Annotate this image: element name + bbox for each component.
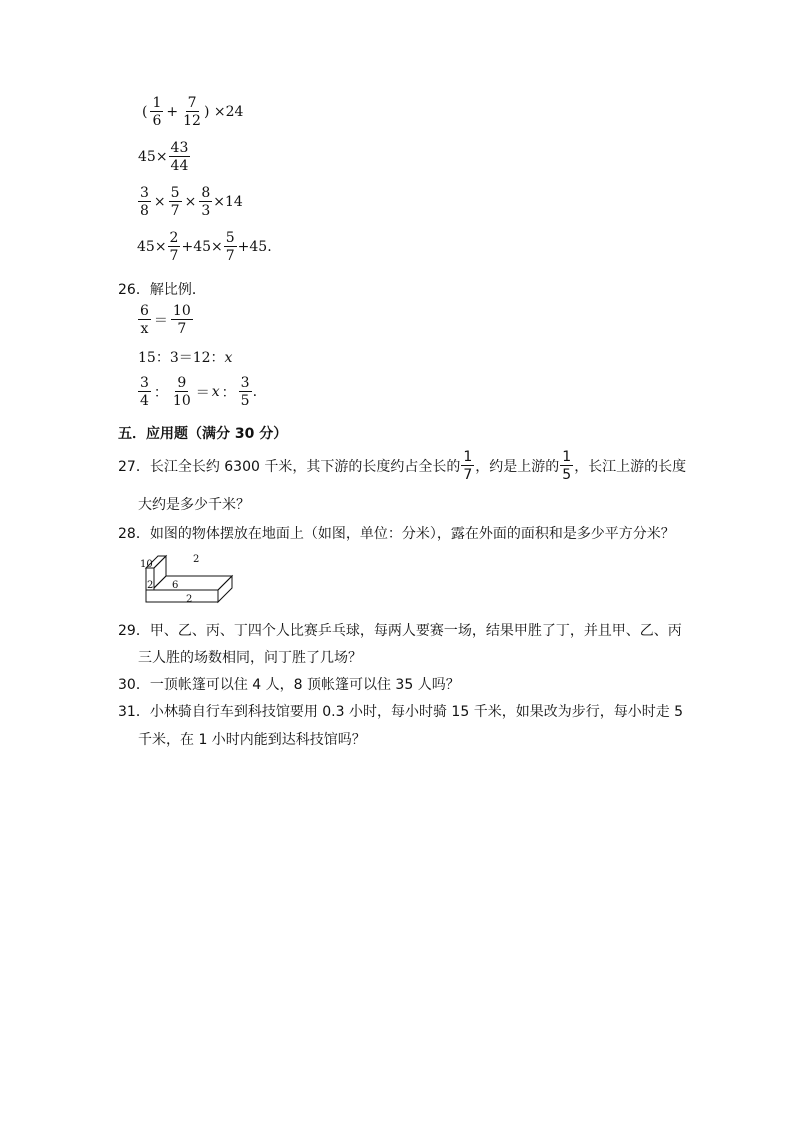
plus-sign: + bbox=[166, 104, 179, 120]
numerator: 7 bbox=[187, 95, 197, 111]
ratio-sign: ： bbox=[221, 385, 236, 401]
times-sign: × bbox=[153, 194, 166, 210]
variable-x: x bbox=[211, 384, 220, 400]
expr-tail: . bbox=[252, 384, 258, 400]
fraction bbox=[138, 186, 151, 218]
fraction bbox=[150, 96, 163, 128]
fraction bbox=[239, 376, 252, 408]
numerator: 43 bbox=[170, 140, 189, 156]
q27-part-3: ，长江上游的长度 bbox=[574, 459, 687, 475]
dimension-label-6: 6 bbox=[172, 580, 179, 591]
question-29-line-2: 三人胜的场数相同，问丁胜了几场？ bbox=[138, 650, 362, 666]
fraction bbox=[138, 376, 151, 408]
numerator: 3 bbox=[140, 185, 149, 201]
denominator: 44 bbox=[170, 158, 189, 174]
expr-tail: ) ×24 bbox=[203, 104, 244, 120]
dimension-label-10: 10 bbox=[140, 559, 153, 570]
expr-distributive bbox=[137, 231, 272, 263]
variable-x: x bbox=[224, 350, 233, 366]
expr-product-fractions bbox=[137, 186, 243, 218]
denominator: 8 bbox=[140, 203, 149, 219]
expr-mid: +45× bbox=[181, 239, 223, 255]
question-30-text: 30．一顶帐篷可以住 4 人，8 顶帐篷可以住 35 人吗？ bbox=[118, 677, 460, 693]
numerator: 1 bbox=[562, 449, 572, 465]
dimension-label-2: 2 bbox=[147, 580, 154, 591]
numerator: 5 bbox=[225, 230, 235, 246]
expr-lead: 45× bbox=[138, 149, 168, 165]
denominator: 10 bbox=[172, 393, 191, 409]
expr-tail: ×14 bbox=[213, 194, 243, 210]
denominator: 3 bbox=[201, 203, 211, 219]
fraction bbox=[138, 304, 151, 336]
question-27-line-2: 大约是多少千米？ bbox=[138, 497, 250, 513]
question-29-line-1: 29．甲、乙、丙、丁四个人比赛乒乓球，每两人要赛一场，结果甲胜了丁，并且甲、乙、丙 bbox=[118, 623, 682, 639]
denominator: 7 bbox=[225, 248, 235, 264]
equals-sign: ＝ bbox=[153, 313, 168, 329]
denominator: 7 bbox=[177, 321, 187, 337]
numerator: 6 bbox=[140, 303, 149, 319]
ratio-sign: ： bbox=[153, 385, 168, 401]
fraction bbox=[171, 304, 193, 336]
denominator: 5 bbox=[562, 467, 572, 483]
section-5-heading: 五．应用题（满分 30 分） bbox=[118, 426, 288, 442]
fraction bbox=[169, 186, 182, 218]
proportion-3 bbox=[137, 376, 257, 408]
denominator: 7 bbox=[169, 248, 179, 264]
question-27-line-1 bbox=[118, 450, 686, 482]
numerator: 3 bbox=[140, 375, 149, 391]
fraction bbox=[560, 450, 573, 482]
expr-sum-times-24 bbox=[140, 96, 243, 128]
proportion-2 bbox=[138, 351, 232, 365]
fraction bbox=[168, 231, 181, 263]
dimension-label-2: 2 bbox=[193, 554, 200, 565]
fraction bbox=[181, 96, 203, 128]
question-31-line-2: 千米，在 1 小时内能到达科技馆吗？ bbox=[138, 732, 366, 748]
denominator: 7 bbox=[463, 467, 473, 483]
numerator: 3 bbox=[240, 375, 250, 391]
fraction bbox=[169, 141, 191, 173]
denominator: x bbox=[140, 321, 149, 337]
question-31-line-1: 31．小林骑自行车到科技馆要用 0.3 小时，每小时骑 15 千米，如果改为步行，每小时走 5 bbox=[118, 704, 684, 720]
fraction bbox=[199, 186, 212, 218]
denominator: 6 bbox=[152, 113, 162, 129]
fraction bbox=[171, 376, 193, 408]
expr-lead: 45× bbox=[137, 239, 167, 255]
denominator: 12 bbox=[183, 113, 201, 129]
fraction bbox=[224, 231, 237, 263]
numerator: 10 bbox=[172, 303, 191, 319]
denominator: 4 bbox=[140, 393, 149, 409]
numerator: 8 bbox=[201, 185, 211, 201]
times-sign: × bbox=[184, 194, 197, 210]
expr-tail: +45. bbox=[237, 239, 272, 255]
question-26-title: 26．解比例． bbox=[118, 282, 206, 298]
proportion-2-text: 15：3＝12： bbox=[138, 350, 225, 366]
numerator: 1 bbox=[463, 449, 473, 465]
lparen: ( bbox=[142, 104, 148, 120]
stepped-block-figure bbox=[140, 550, 236, 606]
q27-part-2: ，约是上游的 bbox=[475, 459, 560, 475]
numerator: 5 bbox=[170, 185, 180, 201]
denominator: 5 bbox=[240, 393, 250, 409]
numerator: 9 bbox=[177, 375, 187, 391]
equals-sign: ＝ bbox=[195, 385, 210, 401]
numerator: 1 bbox=[152, 95, 162, 111]
q27-part-1: 27．长江全长约 6300 千米，其下游的长度约占全长的 bbox=[118, 459, 461, 475]
expr-45-times-fraction bbox=[138, 141, 191, 173]
denominator: 7 bbox=[170, 203, 180, 219]
numerator: 2 bbox=[169, 230, 179, 246]
dimension-label-2: 2 bbox=[186, 594, 193, 605]
fraction bbox=[461, 450, 474, 482]
proportion-1 bbox=[137, 304, 194, 336]
question-28-text: 28．如图的物体摆放在地面上（如图，单位：分米），露在外面的面积和是多少平方分米？ bbox=[118, 526, 675, 542]
